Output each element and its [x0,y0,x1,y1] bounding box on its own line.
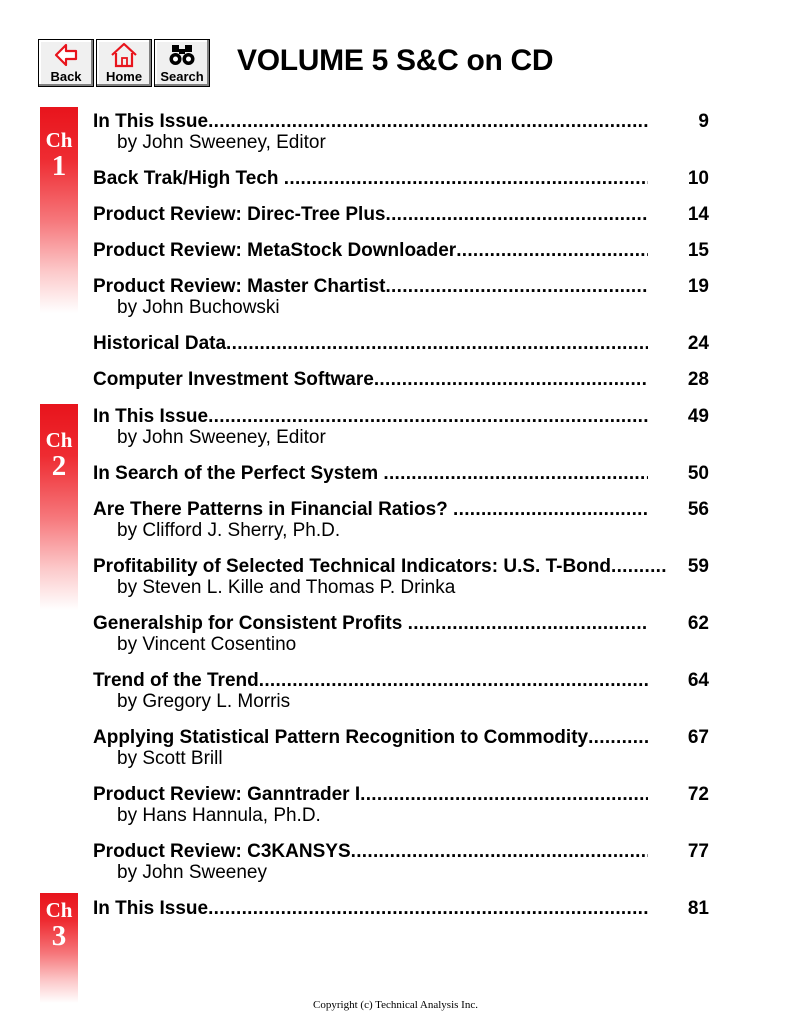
entry-page: 72 [687,784,709,805]
entry-author: by Hans Hannula, Ph.D. [117,805,321,826]
entry-title: Product Review: MetaStock Downloader ..... [93,240,648,262]
toc-entry[interactable] [93,499,713,541]
toc-entry[interactable] [93,784,713,826]
copyright-footer: Copyright (c) Technical Analysis Inc. [313,999,478,1011]
entry-page: 59 [687,556,709,577]
toc-entry[interactable] [93,898,713,920]
chapter-2-ch: Ch [45,428,73,452]
entry-page: 77 [687,841,709,862]
chapter-3-number: 3 [51,920,67,952]
entry-author: by Gregory L. Morris [117,691,291,712]
chapter-1-ch: Ch [45,128,73,152]
toc-entry[interactable] [93,369,713,391]
entry-author: by Steven L. Kille and Thomas P. Drinka [117,577,456,598]
entry-title: Generalship for Consistent Profits ..... [93,613,648,635]
entry-title: Product Review: Master Chartist ..... [93,276,648,298]
toc-entry[interactable] [93,406,713,448]
entry-title: In This Issue ..... [93,898,648,920]
entry-page: 9 [698,111,709,132]
chapter-3-ch: Ch [45,898,73,922]
toc-entry[interactable] [93,168,713,190]
toc-entry[interactable] [93,556,713,598]
search-button[interactable] [154,39,210,87]
entry-title: Profitability of Selected Technical Indicators: U.S. T-Bond ..... [93,556,668,578]
entry-page: 67 [687,727,709,748]
entry-page: 15 [687,240,709,261]
home-label: Home [105,69,143,84]
back-arrow-icon [51,42,81,68]
entry-author: by John Sweeney, Editor [117,427,326,448]
entry-page: 10 [687,168,709,189]
entry-author: by John Sweeney, Editor [117,132,326,153]
toc-entry[interactable] [93,463,713,485]
entry-page: 14 [687,204,709,225]
toc-entry[interactable] [93,333,713,355]
toc-entry[interactable] [93,670,713,712]
toc-entry[interactable] [93,111,713,153]
chapter-1-number: 1 [51,150,67,182]
toc-entry[interactable] [93,841,713,883]
toolbar [38,39,212,87]
entry-title: Historical Data ..... [93,333,648,355]
entry-page: 62 [687,613,709,634]
chapter-3-marker[interactable] [40,893,78,1003]
entry-page: 81 [687,898,709,919]
entry-page: 28 [687,369,709,390]
entry-author: by John Buchowski [117,297,280,318]
entry-title: Product Review: Direc-Tree Plus ..... [93,204,648,226]
entry-title: Computer Investment Software ..... [93,369,648,391]
entry-title: Product Review: C3KANSYS ..... [93,841,648,863]
entry-page: 64 [687,670,709,691]
toc-entry[interactable] [93,727,713,769]
entry-page: 19 [687,276,709,297]
search-label: Search [160,69,204,84]
back-button[interactable] [38,39,94,87]
chapter-2-marker[interactable] [40,404,78,610]
entry-page: 24 [687,333,709,354]
entry-page: 49 [687,406,709,427]
toc-entry[interactable] [93,276,713,318]
entry-author: by Vincent Cosentino [117,634,297,655]
home-icon [109,42,139,68]
entry-title: In Search of the Perfect System ..... [93,463,648,485]
chapter-2-number: 2 [51,450,67,482]
entry-title: Product Review: Ganntrader I ..... [93,784,648,806]
page-title: VOLUME 5 S&C on CD [237,44,554,77]
entry-title: In This Issue ..... [93,406,648,428]
entry-title: Are There Patterns in Financial Ratios? ..... [93,499,648,521]
entry-title: Back Trak/High Tech ..... [93,168,648,190]
entry-author: by Clifford J. Sherry, Ph.D. [117,520,341,541]
entry-author: by Scott Brill [117,748,223,769]
home-button[interactable] [96,39,152,87]
back-label: Back [50,69,82,84]
toc-entry[interactable] [93,613,713,655]
binoculars-icon [167,42,197,68]
entry-title: Applying Statistical Pattern Recognition to Commodity ..... [93,727,648,749]
entry-author: by John Sweeney [117,862,267,883]
entry-title: Trend of the Trend ..... [93,670,648,692]
entry-page: 50 [687,463,709,484]
chapter-1-marker[interactable] [40,107,78,313]
entry-title: In This Issue ..... [93,111,648,133]
entry-page: 56 [687,499,709,520]
toc-entry[interactable] [93,204,713,226]
toc-entry[interactable] [93,240,713,262]
